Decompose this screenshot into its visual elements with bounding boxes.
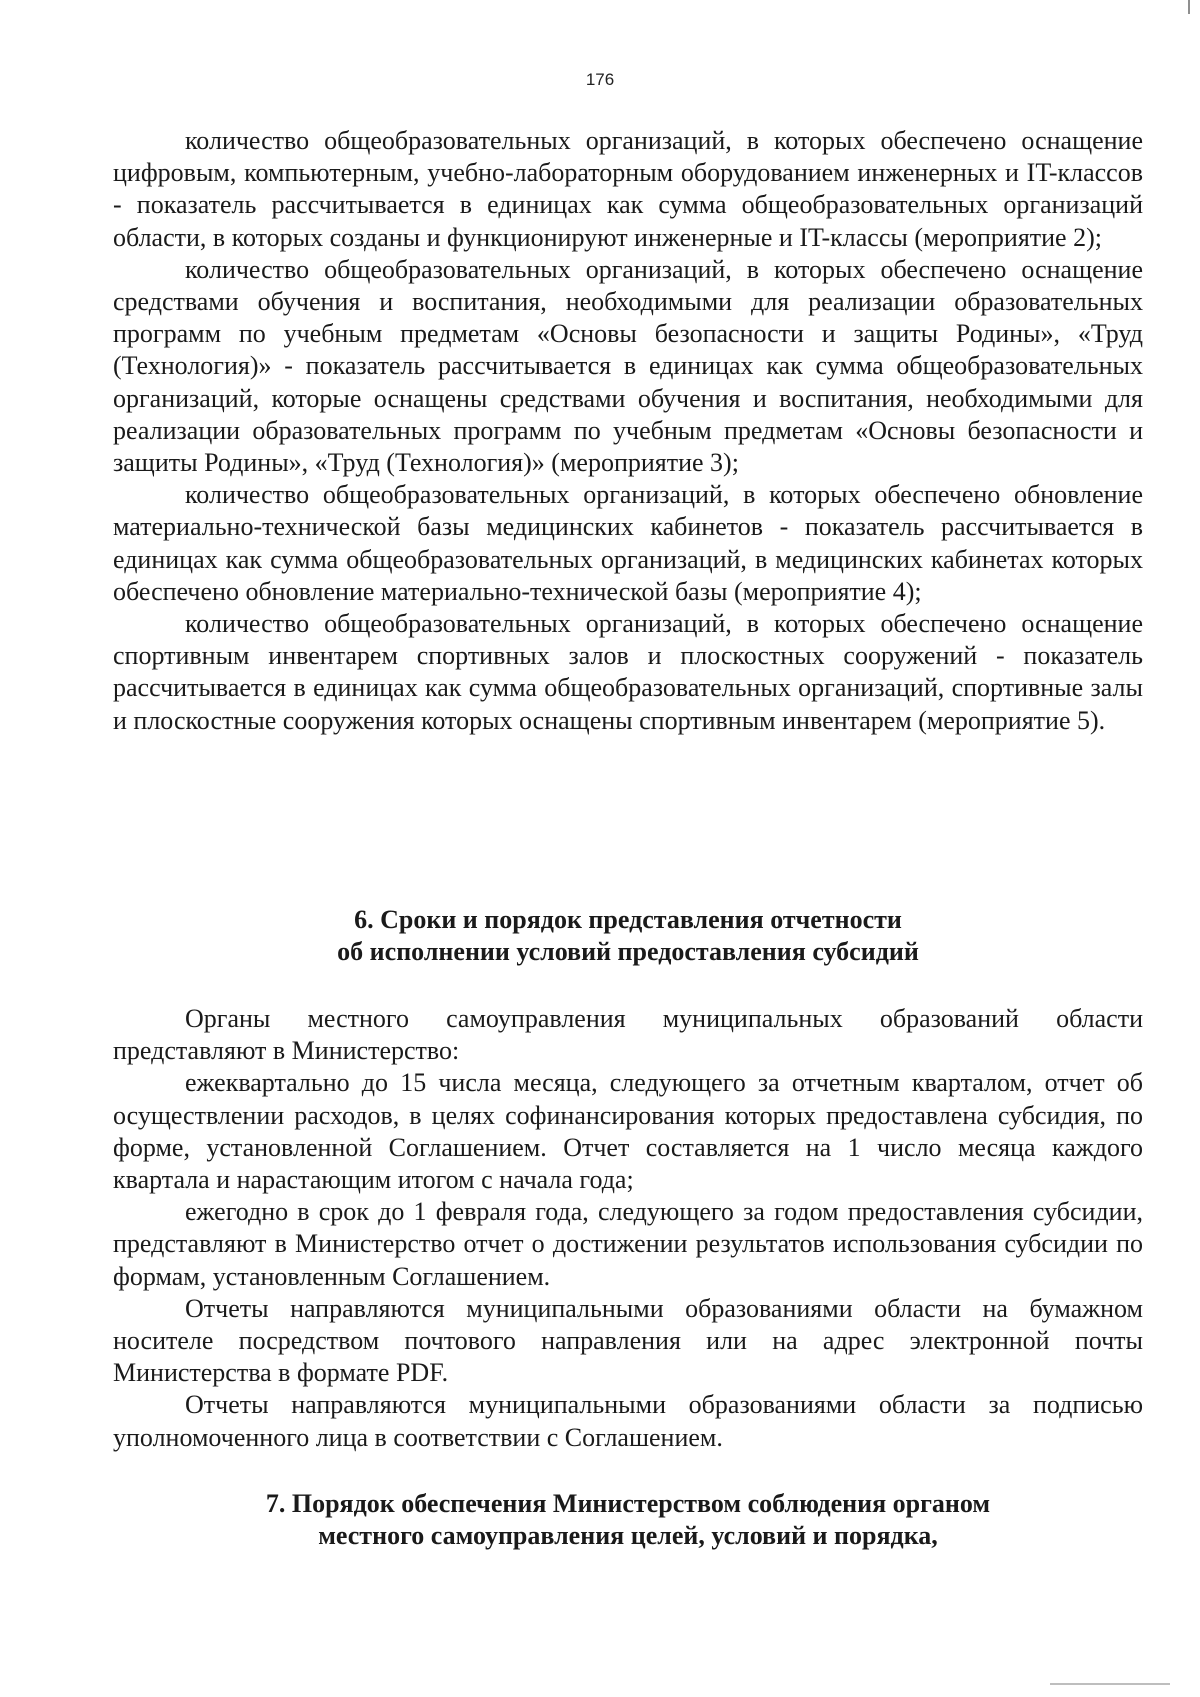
paragraph-indicator-event-3: количество общеобразовательных организаций, в которых обеспечено оснащение средствами обучения и воспитания, необходимыми для реализации образовательных программ по учебным предметам «Основы безопасности и защиты Родины», «Труд (Технология)» - показатель рассчитывается в единицах как сумма общеобразовательных организаций, которые оснащены средствами обучения и воспитания, необходимыми для реализации образовательных программ по учебным предметам «Основы безопасности и защиты Родины», «Труд (Технология)» (мероприятие 3);: [113, 254, 1143, 478]
section-7-heading: [113, 1488, 1143, 1552]
section-6-text: [113, 1003, 1143, 1454]
section5-continued-text: [113, 125, 1143, 737]
section-7-heading-line-2: местного самоуправления целей, условий и порядка,: [318, 1521, 938, 1550]
section-6-heading-line-2: об исполнении условий предоставления субсидий: [337, 937, 919, 966]
page-number: 176: [585, 70, 615, 89]
paragraph-report-delivery: Отчеты направляются муниципальными образованиями области на бумажном носителе посредством почтового направления или на адрес электронной почты Министерства в формате PDF.: [113, 1293, 1143, 1388]
paragraph-reporting-bodies: Органы местного самоуправления муниципальных образований области представляют в Министерство:: [113, 1004, 1143, 1066]
section-6-heading-line-1: 6. Сроки и порядок представления отчетности: [354, 905, 902, 934]
paragraph-report-signature: Отчеты направляются муниципальными образованиями области за подписью уполномоченного лица в соответствии с Соглашением.: [113, 1390, 1143, 1452]
section-6-heading: [113, 904, 1143, 968]
paragraph-annual-report: ежегодно в срок до 1 февраля года, следующего за годом предоставления субсидии, представляют в Министерство отчет о достижении результатов использования субсидии по формам, установленным Соглашением.: [113, 1197, 1143, 1291]
paragraph-indicator-event-2: количество общеобразовательных организаций, в которых обеспечено оснащение цифровым, компьютерным, учебно-лабораторным оборудованием инженерных и IT-классов - показатель рассчитывается в единицах как сумма общеобразовательных организаций области, в которых созданы и функционируют инженерные и IT-классы (мероприятие 2);: [113, 126, 1143, 252]
paragraph-indicator-event-5: количество общеобразовательных организаций, в которых обеспечено оснащение спортивным инвентарем спортивных залов и плоскостных сооружений - показатель рассчитывается в единицах как сумма общеобразовательных организаций, спортивные залы и плоскостные сооружения которых оснащены спортивным инвентарем (мероприятие 5).: [113, 609, 1143, 735]
section-7-heading-line-1: 7. Порядок обеспечения Министерством соблюдения органом: [265, 1489, 991, 1518]
paragraph-quarterly-report: ежеквартально до 15 числа месяца, следующего за отчетным кварталом, отчет об осуществлении расходов, в целях софинансирования которых предоставлена субсидия, по форме, установленной Соглашением. Отчет составляется на 1 число месяца каждого квартала и нарастающим итогом с начала года;: [113, 1068, 1143, 1195]
paragraph-indicator-event-4: количество общеобразовательных организаций, в которых обеспечено обновление материально-технической базы медицинских кабинетов - показатель рассчитывается в единицах как сумма общеобразовательных организаций, в медицинских кабинетах которых обеспечено обновление материально-технической базы (мероприятие 4);: [113, 480, 1143, 606]
scan-artifact-top-right: [1188, 0, 1190, 14]
scan-artifact-bottom-right: [1050, 1683, 1170, 1685]
